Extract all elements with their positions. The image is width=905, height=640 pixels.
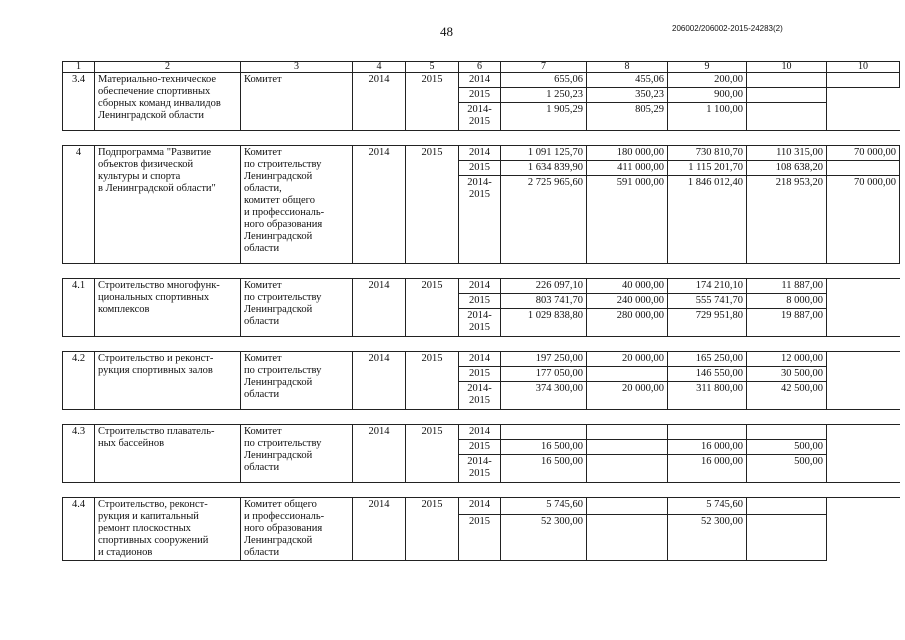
amount-cell-c7 xyxy=(501,425,587,440)
year-cell: 2014 xyxy=(459,146,501,161)
year-cell: 2015 xyxy=(459,440,501,455)
item-number-cell: 4.2 xyxy=(63,352,95,410)
amount-cell-c10: 42 500,00 xyxy=(747,382,827,410)
start-year-cell: 2014 xyxy=(353,352,406,410)
start-year-cell: 2014 xyxy=(353,279,406,337)
amount-cell-c7: 16 500,00 xyxy=(501,440,587,455)
amount-cell-c11 xyxy=(827,514,900,560)
table-row xyxy=(63,498,900,515)
amount-cell-c11 xyxy=(827,352,900,367)
amount-cell-c9: 16 000,00 xyxy=(668,455,747,483)
item-name-cell: Материально-техническое обеспечение спортивных сборных команд инвалидов Ленинградской области xyxy=(95,73,241,131)
amount-cell-c7: 1 250,23 xyxy=(501,88,587,103)
year-cell: 2014 xyxy=(459,73,501,88)
end-year-cell: 2015 xyxy=(406,352,459,410)
amount-cell-c8: 591 000,00 xyxy=(587,176,668,264)
year-cell: 2015 xyxy=(459,88,501,103)
amount-cell-c10: 11 887,00 xyxy=(747,279,827,294)
amount-cell-c7: 16 500,00 xyxy=(501,455,587,483)
column-number-cell: 2 xyxy=(95,62,241,73)
amount-cell-c11: 70 000,00 xyxy=(827,146,900,161)
table-row xyxy=(63,279,900,294)
amount-cell-c7: 1 905,29 xyxy=(501,103,587,131)
column-number-cell: 9 xyxy=(668,62,747,73)
block-spacer xyxy=(63,131,900,146)
item-name-cell: Подпрограмма "Развитие объектов физической культуры и спорта в Ленинградской области" xyxy=(95,146,241,264)
block-spacer xyxy=(63,483,900,498)
amount-cell-c9: 729 951,80 xyxy=(668,309,747,337)
amount-cell-c9: 52 300,00 xyxy=(668,514,747,560)
block-spacer xyxy=(63,337,900,352)
year-cell: 2014- 2015 xyxy=(459,382,501,410)
amount-cell-c10: 500,00 xyxy=(747,440,827,455)
amount-cell-c10 xyxy=(747,103,827,131)
amount-cell-c9: 5 745,60 xyxy=(668,498,747,515)
year-cell: 2015 xyxy=(459,294,501,309)
table-row xyxy=(63,73,900,88)
amount-cell-c9: 555 741,70 xyxy=(668,294,747,309)
amount-cell-c7: 177 050,00 xyxy=(501,367,587,382)
amount-cell-c9: 311 800,00 xyxy=(668,382,747,410)
amount-cell-c9: 1 846 012,40 xyxy=(668,176,747,264)
amount-cell-c11 xyxy=(827,440,900,455)
year-cell: 2015 xyxy=(459,161,501,176)
amount-cell-c10: 12 000,00 xyxy=(747,352,827,367)
amount-cell-c11 xyxy=(827,498,900,515)
amount-cell-c7: 1 029 838,80 xyxy=(501,309,587,337)
column-number-cell: 7 xyxy=(501,62,587,73)
spacer-cell xyxy=(63,264,900,279)
amount-cell-c11 xyxy=(827,425,900,440)
column-number-cell: 10 xyxy=(747,62,827,73)
amount-cell-c9: 200,00 xyxy=(668,73,747,88)
amount-cell-c11: 70 000,00 xyxy=(827,176,900,264)
amount-cell-c8: 20 000,00 xyxy=(587,352,668,367)
amount-cell-c9: 1 115 201,70 xyxy=(668,161,747,176)
column-number-cell: 1 xyxy=(63,62,95,73)
year-cell: 2014 xyxy=(459,425,501,440)
item-name-cell: Строительство многофунк- циональных спортивных комплексов xyxy=(95,279,241,337)
year-cell: 2014 xyxy=(459,498,501,515)
amount-cell-c7: 197 250,00 xyxy=(501,352,587,367)
amount-cell-c11 xyxy=(827,382,900,410)
block-spacer xyxy=(63,410,900,425)
amount-cell-c7: 5 745,60 xyxy=(501,498,587,515)
column-number-cell: 10 xyxy=(827,62,900,73)
amount-cell-c10 xyxy=(747,514,827,560)
amount-cell-c7: 374 300,00 xyxy=(501,382,587,410)
amount-cell-c8 xyxy=(587,498,668,515)
amount-cell-c11 xyxy=(827,161,900,176)
start-year-cell: 2014 xyxy=(353,146,406,264)
amount-cell-c8 xyxy=(587,367,668,382)
amount-cell-c9: 165 250,00 xyxy=(668,352,747,367)
amount-cell-c8: 20 000,00 xyxy=(587,382,668,410)
start-year-cell: 2014 xyxy=(353,498,406,561)
year-cell: 2014 xyxy=(459,352,501,367)
amount-cell-c9: 146 550,00 xyxy=(668,367,747,382)
amount-cell-c7: 655,06 xyxy=(501,73,587,88)
year-cell: 2015 xyxy=(459,514,501,560)
amount-cell-c10: 500,00 xyxy=(747,455,827,483)
end-year-cell: 2015 xyxy=(406,73,459,131)
year-cell: 2014- 2015 xyxy=(459,455,501,483)
amount-cell-c10: 30 500,00 xyxy=(747,367,827,382)
column-number-cell: 8 xyxy=(587,62,668,73)
amount-cell-c11 xyxy=(827,309,900,337)
year-cell: 2014- 2015 xyxy=(459,309,501,337)
item-number-cell: 4.4 xyxy=(63,498,95,561)
end-year-cell: 2015 xyxy=(406,498,459,561)
amount-cell-c9: 174 210,10 xyxy=(668,279,747,294)
amount-cell-c11 xyxy=(827,73,900,88)
column-number-row xyxy=(63,62,900,73)
amount-cell-c7: 1 091 125,70 xyxy=(501,146,587,161)
column-number-cell: 6 xyxy=(459,62,501,73)
amount-cell-c11 xyxy=(827,294,900,309)
amount-cell-c7: 226 097,10 xyxy=(501,279,587,294)
amount-cell-c8 xyxy=(587,440,668,455)
page-number: 48 xyxy=(440,24,453,39)
amount-cell-c9 xyxy=(668,425,747,440)
end-year-cell: 2015 xyxy=(406,425,459,483)
year-cell: 2015 xyxy=(459,367,501,382)
end-year-cell: 2015 xyxy=(406,146,459,264)
executor-cell: Комитет xyxy=(241,73,353,131)
executor-cell: Комитет по строительству Ленинградской области xyxy=(241,352,353,410)
amount-cell-c9: 16 000,00 xyxy=(668,440,747,455)
amount-cell-c10: 108 638,20 xyxy=(747,161,827,176)
column-number-cell: 4 xyxy=(353,62,406,73)
amount-cell-c7: 1 634 839,90 xyxy=(501,161,587,176)
amount-cell-c11 xyxy=(827,88,900,103)
amount-cell-c10: 218 953,20 xyxy=(747,176,827,264)
amount-cell-c10 xyxy=(747,88,827,103)
table-row xyxy=(63,352,900,367)
executor-cell: Комитет по строительству Ленинградской области xyxy=(241,425,353,483)
amount-cell-c8: 350,23 xyxy=(587,88,668,103)
start-year-cell: 2014 xyxy=(353,73,406,131)
amount-cell-c8: 40 000,00 xyxy=(587,279,668,294)
amount-cell-c8: 280 000,00 xyxy=(587,309,668,337)
table-row xyxy=(63,146,900,161)
spacer-cell xyxy=(63,131,900,146)
start-year-cell: 2014 xyxy=(353,425,406,483)
year-cell: 2014- 2015 xyxy=(459,103,501,131)
item-number-cell: 4.1 xyxy=(63,279,95,337)
executor-cell: Комитет по строительству Ленинградской области, комитет общего и профессиональ- ного образования Ленинградской области xyxy=(241,146,353,264)
year-cell: 2014 xyxy=(459,279,501,294)
executor-cell: Комитет по строительству Ленинградской области xyxy=(241,279,353,337)
amount-cell-c11 xyxy=(827,279,900,294)
program-table xyxy=(62,61,900,561)
amount-cell-c7: 52 300,00 xyxy=(501,514,587,560)
amount-cell-c10 xyxy=(747,73,827,88)
document-code: 206002/206002-2015-24283(2) xyxy=(672,24,783,33)
amount-cell-c11 xyxy=(827,103,900,131)
amount-cell-c10 xyxy=(747,425,827,440)
amount-cell-c8: 455,06 xyxy=(587,73,668,88)
amount-cell-c8: 805,29 xyxy=(587,103,668,131)
year-cell: 2014- 2015 xyxy=(459,176,501,264)
spacer-cell xyxy=(63,337,900,352)
item-name-cell: Строительство и реконст- рукция спортивных залов xyxy=(95,352,241,410)
amount-cell-c8 xyxy=(587,425,668,440)
end-year-cell: 2015 xyxy=(406,279,459,337)
amount-cell-c11 xyxy=(827,367,900,382)
executor-cell: Комитет общего и профессиональ- ного образования Ленинградской области xyxy=(241,498,353,561)
amount-cell-c10: 19 887,00 xyxy=(747,309,827,337)
item-number-cell: 4.3 xyxy=(63,425,95,483)
item-number-cell: 3.4 xyxy=(63,73,95,131)
column-number-cell: 3 xyxy=(241,62,353,73)
amount-cell-c9: 900,00 xyxy=(668,88,747,103)
item-name-cell: Строительство плаватель- ных бассейнов xyxy=(95,425,241,483)
table-row xyxy=(63,425,900,440)
column-number-cell: 5 xyxy=(406,62,459,73)
amount-cell-c9: 1 100,00 xyxy=(668,103,747,131)
amount-cell-c9: 730 810,70 xyxy=(668,146,747,161)
item-number-cell: 4 xyxy=(63,146,95,264)
amount-cell-c7: 803 741,70 xyxy=(501,294,587,309)
amount-cell-c8 xyxy=(587,514,668,560)
amount-cell-c8: 411 000,00 xyxy=(587,161,668,176)
spacer-cell xyxy=(63,410,900,425)
amount-cell-c7: 2 725 965,60 xyxy=(501,176,587,264)
amount-cell-c10: 8 000,00 xyxy=(747,294,827,309)
amount-cell-c10: 110 315,00 xyxy=(747,146,827,161)
amount-cell-c8 xyxy=(587,455,668,483)
amount-cell-c8: 180 000,00 xyxy=(587,146,668,161)
amount-cell-c11 xyxy=(827,455,900,483)
block-spacer xyxy=(63,264,900,279)
amount-cell-c8: 240 000,00 xyxy=(587,294,668,309)
amount-cell-c10 xyxy=(747,498,827,515)
item-name-cell: Строительство, реконст- рукция и капитальный ремонт плоскостных спортивных сооружений и стадионов xyxy=(95,498,241,561)
spacer-cell xyxy=(63,483,900,498)
